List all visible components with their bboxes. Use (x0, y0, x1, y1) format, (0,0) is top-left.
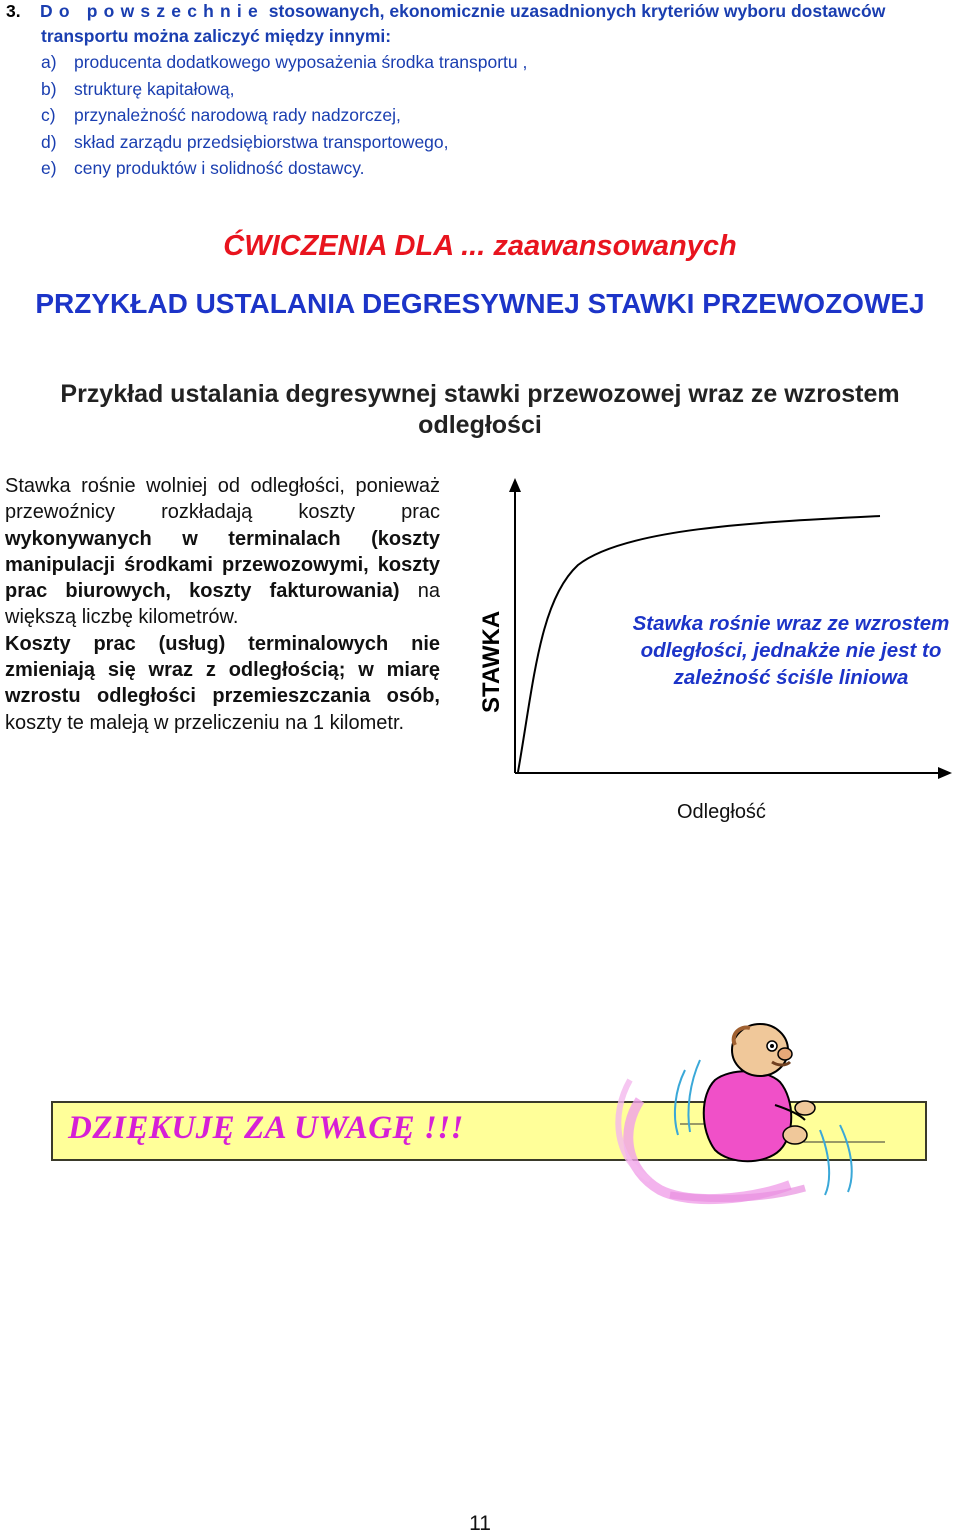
explanation-text (5, 473, 440, 736)
page-number: 11 (469, 1512, 491, 1535)
question-line-1 (6, 0, 885, 22)
question-options (41, 50, 527, 183)
example-title: PRZYKŁAD USTALANIA DEGRESYWNEJ STAWKI PRZEWOZOWEJ (35, 288, 925, 319)
y-axis-label: STAWKA (478, 610, 505, 713)
y-axis-arrow-icon (509, 478, 521, 492)
graph-note: Stawka rośnie wraz ze wzrostem odległości, jednakże nie jest to zależność ściśle liniowa (632, 612, 950, 689)
y-axis-label-box (474, 595, 510, 715)
thank-you-text: DZIĘKUJĘ ZA UWAGĘ !!! (68, 1110, 464, 1146)
option-e: e) ceny produktów i solidność dostawcy. (41, 158, 365, 178)
question-spaced-word: Do powszechnie (40, 1, 264, 21)
mascot-illustration (600, 1020, 900, 1205)
explanation-paragraph-2: Koszty prac (usług) terminalowych nie zmieniają się wraz z odległością; w miarę wzrostu odległości przemieszczania osób, koszty te maleją w przeliczeniu na 1 kilometr. (5, 632, 440, 734)
option-b: b) strukturę kapitałową, (41, 78, 235, 99)
question-number: 3. (6, 1, 21, 21)
option-a: a) producenta dodatkowego wyposażenia środka transportu , (41, 52, 528, 72)
example-subtitle: Przykład ustalania degresywnej stawki przewozowej wraz ze wzrostem odległości (60, 380, 900, 439)
question-line-2: transportu można zaliczyć między innymi: (41, 26, 392, 46)
question-line-1-rest: stosowanych, ekonomicznie uzasadnionych kryteriów wyboru dostawców (268, 1, 886, 21)
x-axis-arrow-icon (938, 767, 952, 779)
option-d: d) skład zarządu przedsiębiorstwa transportowego, (41, 131, 449, 152)
exercises-heading: ĆWICZENIA DLA ... zaawansowanych (223, 230, 737, 262)
x-axis-label: Odległość (677, 801, 766, 823)
option-c: c) przynależność narodową rady nadzorczej, (41, 105, 401, 125)
explanation-paragraph-1: Stawka rośnie wolniej od odległości, ponieważ przewoźnicy rozkładają koszty prac wykonywanych w terminalach (koszty manipulacji środkami przewozowymi, koszty prac biurowych, koszty fakturowania) na większą liczbę kilometrów. (5, 475, 440, 629)
